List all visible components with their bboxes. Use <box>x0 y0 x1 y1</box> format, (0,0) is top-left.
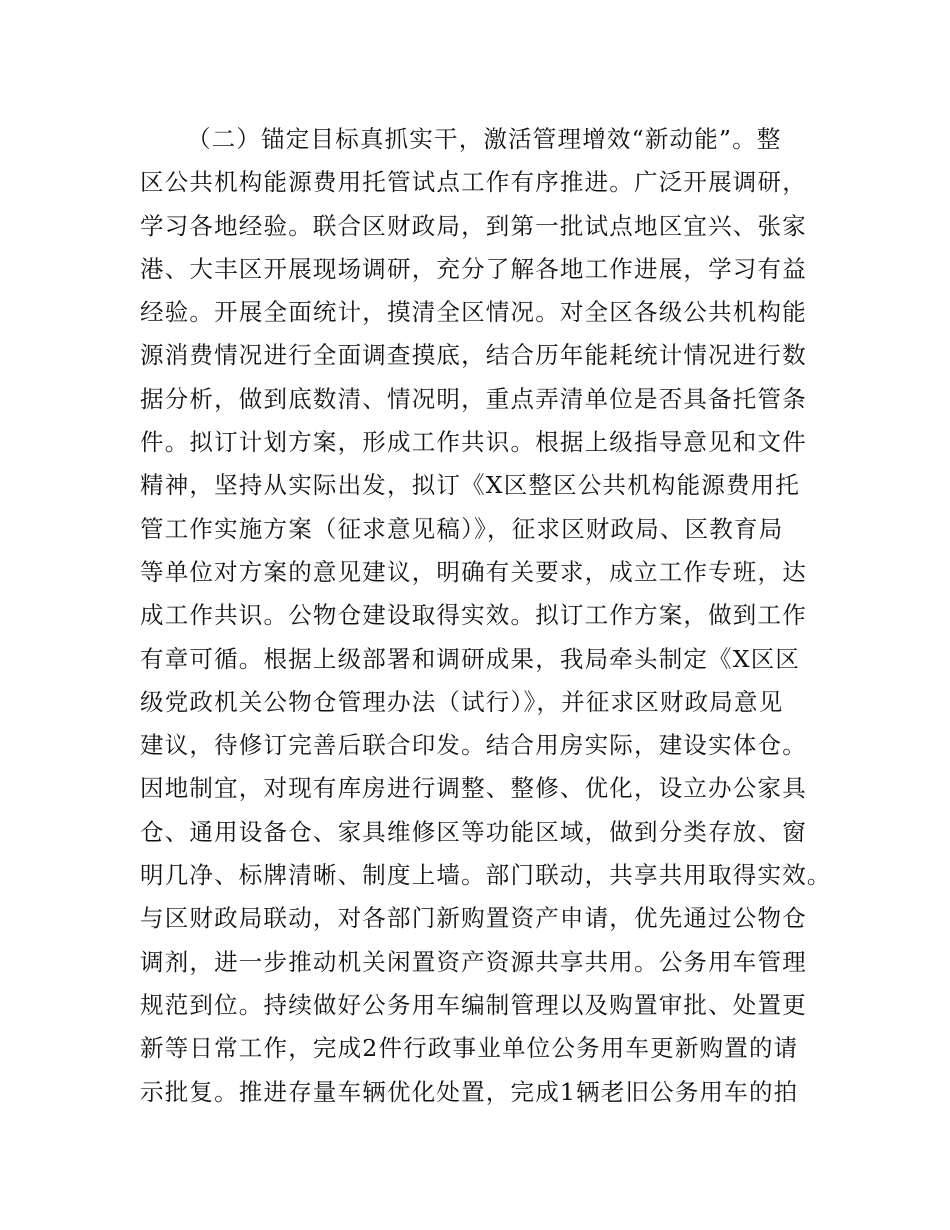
paragraph-line: 成工作共识。公物仓建设取得实效。拟订工作方案，做到工作 <box>140 601 807 630</box>
paragraph-line: 据分析，做到底数清、情况明，重点弄清单位是否具备托管条 <box>140 384 807 413</box>
paragraph-line: 仓、通用设备仓、家具维修区等功能区域，做到分类存放、窗 <box>140 817 807 846</box>
paragraph-line: 示批复。推进存量车辆优化处置，完成1辆老旧公务用车的拍 <box>140 1077 799 1106</box>
paragraph-line: 件。拟订计划方案，形成工作共识。根据上级指导意见和文件 <box>140 428 807 457</box>
paragraph-line: 源消费情况进行全面调查摸底，结合历年能耗统计情况进行数 <box>140 341 807 370</box>
paragraph-line: 调剂，进一步推动机关闲置资产资源共享共用。公务用车管理 <box>140 947 807 976</box>
paragraph-line: 港、大丰区开展现场调研，充分了解各地工作进展，学习有益 <box>140 254 807 283</box>
paragraph-line: （二）锚定目标真抓实干，激活管理增效“新动能”。整 <box>187 125 782 153</box>
paragraph-line: 明几净、标牌清晰、制度上墙。部门联动，共享共用取得实效。 <box>140 861 832 890</box>
paragraph-line: 学习各地经验。联合区财政局，到第一批试点地区宜兴、张家 <box>140 211 807 240</box>
paragraph-line: 经验。开展全面统计，摸清全区情况。对全区各级公共机构能 <box>140 298 807 327</box>
paragraph-line: 与区财政局联动，对各部门新购置资产申请，优先通过公物仓 <box>140 904 807 933</box>
paragraph-line: 因地制宜，对现有库房进行调整、整修、优化，设立办公家具 <box>140 774 807 803</box>
paragraph-line: 建议，待修订完善后联合印发。结合用房实际，建设实体仓。 <box>140 731 807 760</box>
paragraph-line: 级党政机关公物仓管理办法（试行）》，并征求区财政局意见 <box>140 687 784 716</box>
paragraph-line: 等单位对方案的意见建议，明确有关要求，成立工作专班，达 <box>140 557 807 586</box>
paragraph-line: 规范到位。持续做好公务用车编制管理以及购置审批、处置更 <box>140 990 807 1019</box>
body-paragraph <box>140 118 840 1114</box>
paragraph-line: 有章可循。根据上级部署和调研成果，我局牵头制定《X区区 <box>140 644 801 673</box>
paragraph-line: 区公共机构能源费用托管试点工作有序推进。广泛开展调研， <box>140 168 807 197</box>
paragraph-line: 管工作实施方案（征求意见稿）》，征求区财政局、区教育局 <box>140 514 784 543</box>
paragraph-line: 新等日常工作，完成2件行政事业单位公务用车更新购置的请 <box>140 1034 799 1063</box>
paragraph-line: 精神，坚持从实际出发，拟订《X区整区公共机构能源费用托 <box>140 471 801 500</box>
